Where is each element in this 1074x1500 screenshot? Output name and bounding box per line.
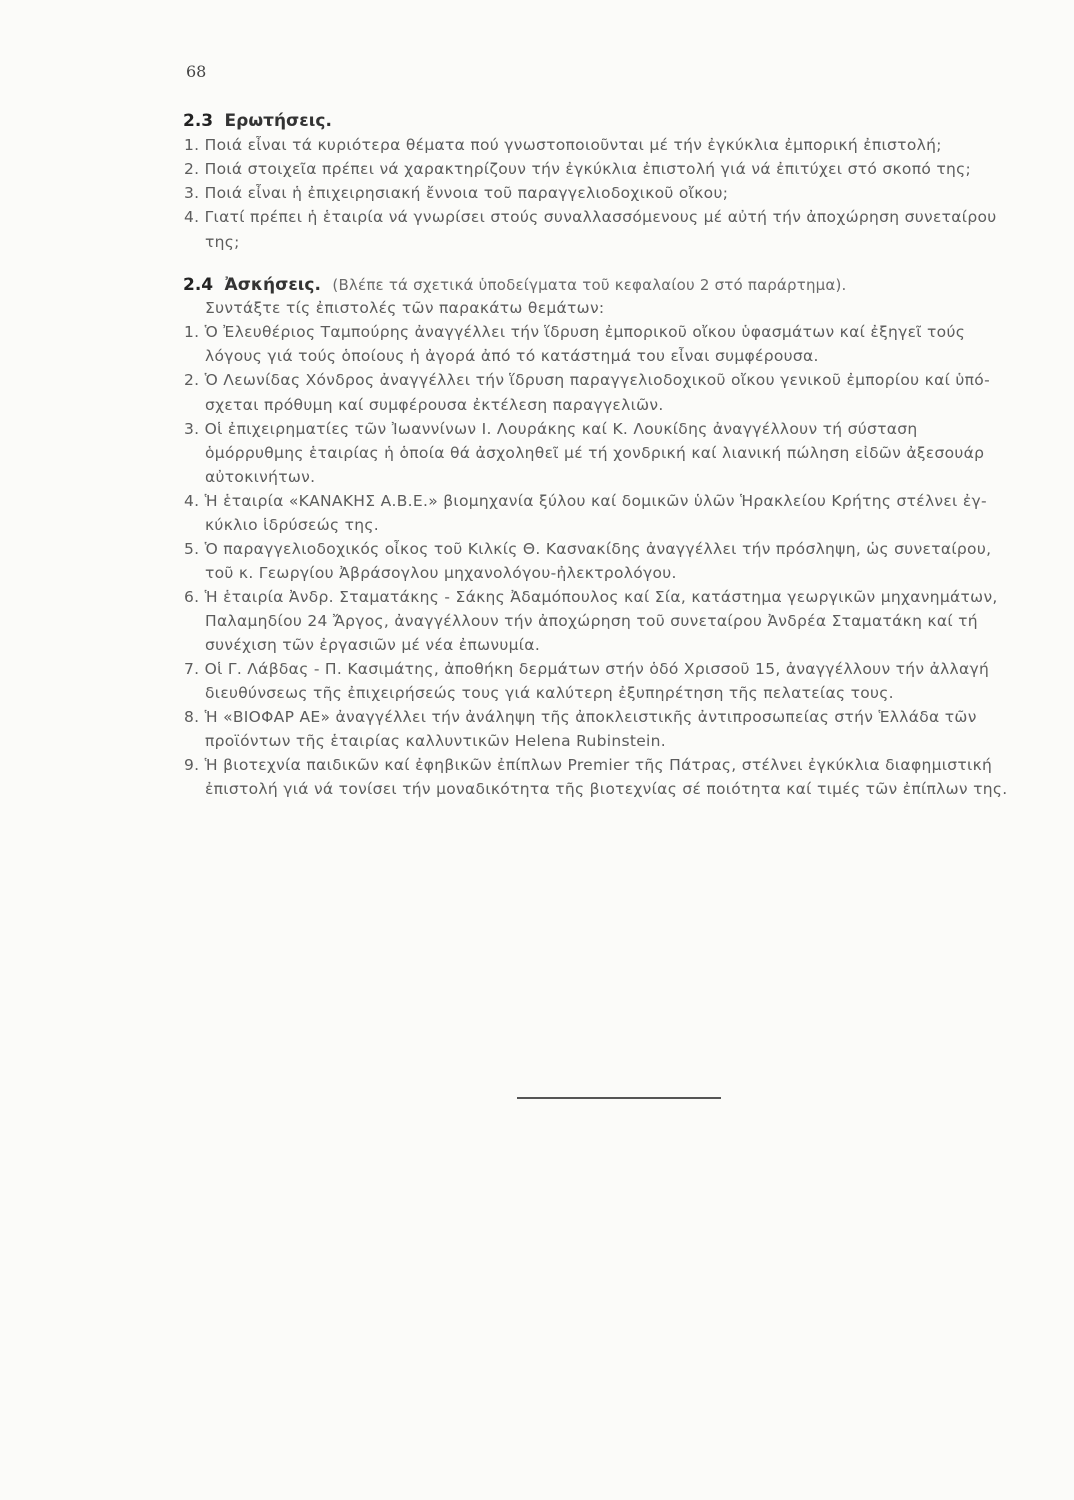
question-line: της; [205,233,240,251]
exercise-line: διευθύνσεως τῆς ἐπιχειρήσεώς τους γιά καλύτερη ἐξυπηρέτηση τῆς πελατείας τους. [205,684,894,702]
exercises-heading [183,275,847,295]
exercise-line: 5. Ὁ παραγγελιοδοχικός οἶκος τοῦ Κιλκίς Θ. Κασνακίδης ἀναγγέλλει τήν πρόσληψη, ὡς συνεταίρου, [184,540,992,558]
exercise-line: Παλαμηδίου 24 Ἄργος, ἀναγγέλλουν τήν ἀποχώρηση τοῦ συνεταίρου Ἀνδρέα Σταματάκη καί τή [205,612,978,630]
questions-heading [183,111,332,131]
question-line: 1. Ποιά εἶναι τά κυριότερα θέματα πού γνωστοποιοῦνται μέ τήν ἐγκύκλια ἐμπορική ἐπιστολή; [184,136,942,154]
exercise-line: 1. Ὁ Ἐλευθέριος Ταμπούρης ἀναγγέλλει τήν ἵδρυση ἐμπορικοῦ οἴκου ὑφασμάτων καί ἐξηγεῖ τούς [184,323,966,341]
section-end-rule [517,1097,721,1099]
question-line: 4. Γιατί πρέπει ἡ ἑταιρία νά γνωρίσει στούς συναλλασσόμενους μέ αὐτή τήν ἀποχώρηση συνεταίρου [184,208,997,226]
exercise-line: ὁμόρρυθμης ἑταιρίας ἡ ὁποία θά ἀσχοληθεῖ μέ τή χονδρική καί λιανική πώληση εἰδῶν ἀξεσουάρ [205,444,985,462]
exercise-line: 7. Οἱ Γ. Λάβδας - Π. Κασιμάτης, ἀποθήκη δερμάτων στήν ὁδό Χρισσοῦ 15, ἀναγγέλλουν τήν ἀλλαγή [184,660,990,678]
question-line: 3. Ποιά εἶναι ἡ ἐπιχειρησιακή ἔννοια τοῦ παραγγελιοδοχικοῦ οἴκου; [184,184,729,202]
exercises-section-number: 2.4 [183,275,214,295]
exercise-line: 9. Ἡ βιοτεχνία παιδικῶν καί ἐφηβικῶν ἐπίπλων Premier τῆς Πάτρας, στέλνει ἐγκύκλια διαφημιστική [184,756,993,774]
exercise-line: 3. Οἱ ἐπιχειρηματίες τῶν Ἰωαννίνων Ι. Λουράκης καί Κ. Λουκίδης ἀναγγέλλουν τή σύσταση [184,420,918,438]
question-line: 2. Ποιά στοιχεῖα πρέπει νά χαρακτηρίζουν τήν ἐγκύκλια ἐπιστολή γιά νά ἐπιτύχει στό σκοπό της; [184,160,972,178]
exercise-line: αὐτοκινήτων. [205,468,316,486]
exercise-line: ἐπιστολή γιά νά τονίσει τήν μοναδικότητα τῆς βιοτεχνίας σέ ποιότητα καί τιμές τῶν ἐπίπλων της. [205,780,1008,798]
exercise-line: 8. Ἡ «ΒΙΟΦΑΡ ΑΕ» ἀναγγέλλει τήν ἀνάληψη τῆς ἀποκλειστικῆς ἀντιπροσωπείας στήν Ἑλλάδα τῶν [184,708,977,726]
exercise-line: προϊόντων τῆς ἑταιρίας καλλυντικῶν Helena Rubinstein. [205,732,667,750]
exercise-line: λόγους γιά τούς ὁποίους ἡ ἀγορά ἀπό τό κατάστημά του εἶναι συμφέρουσα. [205,347,819,365]
exercise-line: κύκλιο ἱδρύσεώς της. [205,516,379,534]
exercise-line: 4. Ἡ ἑταιρία «ΚΑΝΑΚΗΣ Α.Β.Ε.» βιομηχανία ξύλου καί δομικῶν ὑλῶν Ἡρακλείου Κρήτης στέλνει ἐγ- [184,492,987,510]
exercise-line: σχεται πρόθυμη καί συμφέρουσα ἐκτέλεση παραγγελιῶν. [205,396,664,414]
questions-section-title: Ερωτήσεις. [224,111,332,131]
exercises-note: (Βλέπε τά σχετικά ὑποδείγματα τοῦ κεφαλαίου 2 στό παράρτημα). [332,276,847,294]
exercise-line: τοῦ κ. Γεωργίου Ἀβράσογλου μηχανολόγου-ἠλεκτρολόγου. [205,564,677,582]
page-number: 68 [186,62,207,81]
exercises-section-title: Ἀσκήσεις. [224,275,321,295]
exercises-intro: Συντάξτε τίς ἐπιστολές τῶν παρακάτω θεμάτων: [205,299,605,317]
questions-section-number: 2.3 [183,111,214,131]
exercise-line: συνέχιση τῶν ἐργασιῶν μέ νέα ἐπωνυμία. [205,636,541,654]
exercise-line: 6. Ἡ ἑταιρία Ἀνδρ. Σταματάκης - Σάκης Ἀδαμόπουλος καί Σία, κατάστημα γεωργικῶν μηχανημάτων, [184,588,998,606]
exercise-line: 2. Ὁ Λεωνίδας Χόνδρος ἀναγγέλλει τήν ἵδρυση παραγγελιοδοχικοῦ οἴκου γενικοῦ ἐμπορίου καί ὑπό- [184,371,990,389]
